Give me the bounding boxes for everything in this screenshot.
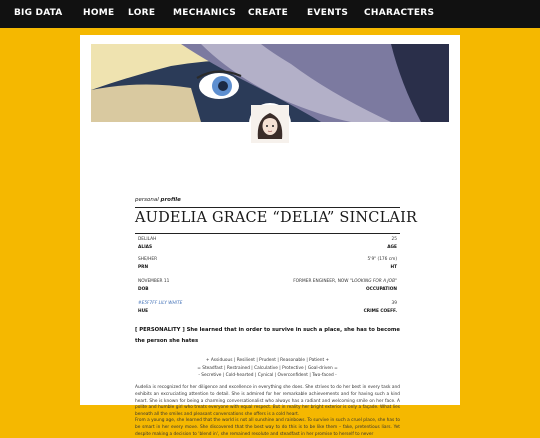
character-avatar[interactable]	[249, 103, 291, 145]
nav-lore-link[interactable]: LORE	[128, 8, 156, 18]
top-navigation-bar	[0, 0, 540, 28]
crime-coefficient-value: 39	[391, 301, 397, 306]
stat-row-hue-crime	[135, 301, 400, 317]
dob-label: DOB	[138, 287, 149, 292]
crime-coefficient-label: CRIME COEFF.	[363, 309, 397, 314]
nav-home-link[interactable]: HOME	[83, 8, 115, 18]
neutral-traits: = Steadfast | Restrained | Calculative | Protective | Goal-driven =	[197, 365, 338, 371]
nav-mechanics-link[interactable]: MECHANICS	[173, 8, 237, 18]
age-label: AGE	[387, 245, 397, 250]
dob-value: NOVEMBER 11	[138, 279, 170, 284]
occupation-value: FORMER ENGINEER, NOW "LOOKING FOR A JOB"	[293, 279, 397, 284]
positive-traits: + Assiduous | Resilient | Prudent | Reasonable | Patient +	[205, 358, 330, 363]
occupation-label: OCCUPATION	[366, 287, 397, 292]
site-logo[interactable]: BIG DATA	[14, 8, 63, 18]
negative-traits: - Secretive | Cold-hearted | Cynical | Overconfident | Two-faced -	[198, 373, 337, 378]
height-value: 5'9" (176 cm)	[367, 257, 397, 262]
pronouns-label: PRN	[138, 265, 149, 270]
nav-events-link[interactable]: EVENTS	[307, 8, 349, 18]
subtitle-profile: profile	[160, 197, 181, 203]
bio-paragraph: Audelia is recognized for her diligence and excellence in everything she does. She strives to do her best in every task and exhibits an excruciating attention to detail. She is admired for her remarkable achievements and for having such a kind heart. She is known for being a charming conversationalist who always has a radiant and welcoming smile on her face. A polite and humble girl who treats everyone with equal respect. But in reality her bright exterior is only a façade. What lies beneath all the smiles and pleasant conversations she offers is a cold heart.	[135, 385, 400, 418]
height-label: HT	[390, 265, 397, 270]
bio-paragraph: From a young age, she learned that the world is not all sunshine and rainbows. To survive in such a cruel place, she has to be smart in her every move. She discovered that the best way to do this is to be like them – fake, pretentious liars. Yet despite making a decision to 'blend in', she remained resolute and steadfast in her promise to herself to never	[135, 418, 400, 437]
subtitle-personal: personal	[135, 197, 159, 203]
alias-label: ALIAS	[138, 245, 153, 250]
alias-value: DELILAH	[138, 237, 157, 242]
main-nav	[0, 8, 540, 22]
profile-card	[80, 35, 460, 437]
pronouns-value: SHE/HER	[138, 257, 158, 262]
personality-heading: [ PERSONALITY ] She learned that in order to survive in such a place, she has to become the person she hates	[135, 327, 400, 344]
traits-list	[135, 357, 400, 380]
hue-value: #E5F7FF LILY WHITE	[138, 301, 183, 306]
nav-characters-link[interactable]: CHARACTERS	[364, 8, 435, 18]
stat-row-pronouns-height	[135, 257, 400, 273]
divider	[135, 207, 400, 208]
character-name: AUDELIA GRACE “DELIA” SINCLAIR	[135, 210, 418, 226]
age-value: 25	[391, 237, 397, 242]
section-subtitle	[135, 197, 181, 203]
divider	[135, 233, 400, 234]
nav-create-link[interactable]: CREATE	[248, 8, 289, 18]
hue-label: HUE	[138, 309, 149, 314]
stat-row-alias-age	[135, 237, 400, 253]
stat-row-dob-occupation	[135, 279, 400, 295]
